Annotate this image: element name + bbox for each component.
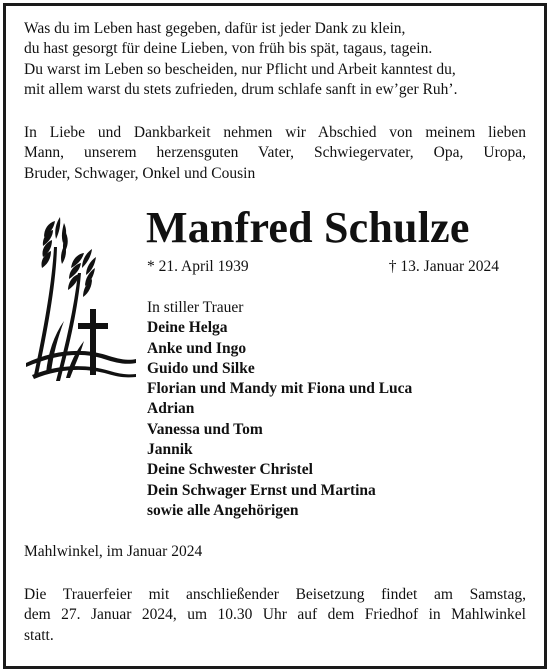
service-line: dem 27. Januar 2024, um 10.30 Uhr auf dem Friedhof in Mahlwinkel [24,606,526,624]
intro-line: Bruder, Schwager, Onkel und Cousin [24,164,256,182]
birth-date: * 21. April 1939 [147,258,249,275]
poem-line: mit allem warst du stets zufrieden, drum schlafe sanft in ew’ger Ruh’. [24,80,458,98]
funeral-service-notice [24,585,526,646]
intro-line: In Liebe und Dankbarkeit nehmen wir Abschied von meinem lieben [24,124,526,141]
mourner-name: Guido und Silke [147,359,255,377]
mourner-name: Jannik [147,441,193,459]
mourner-name: Vanessa und Tom [147,420,263,438]
mourner-name: Adrian [147,400,195,418]
death-date: † 13. Januar 2024 [388,258,499,275]
mourner-name: Deine Helga [147,319,228,337]
mourner-name: Florian und Mandy mit Fiona und Luca [147,380,413,398]
deceased-name: Manfred Schulze [146,203,470,252]
mourner-name: Dein Schwager Ernst und Martina [147,481,376,499]
poem-line: Du warst im Leben so bescheiden, nur Pflicht und Arbeit kanntest du, [24,60,456,78]
mourners-heading: In stiller Trauer [147,299,244,316]
mourners-list [147,298,412,521]
mourner-name: Anke und Ingo [147,339,247,357]
poem-line: Was du im Leben hast gegeben, dafür ist jeder Dank zu klein, [24,20,406,37]
service-line: statt. [24,626,54,644]
mourner-name: sowie alle Angehörigen [147,501,299,519]
intro-line: Mann, unserem herzensguten Vater, Schwiegervater, Opa, Uropa, [24,144,526,162]
service-line: Die Trauerfeier mit anschließender Beisetzung findet am Samstag, [24,586,526,603]
poem [24,19,526,100]
mourner-name: Deine Schwester Christel [147,461,313,479]
place-and-date: Mahlwinkel, im Januar 2024 [24,543,203,560]
poem-line: du hast gesorgt für deine Lieben, von früh bis spät, tagaus, tagein. [24,40,433,58]
intro-text [24,123,526,184]
wheat-and-cross-icon [26,213,136,383]
